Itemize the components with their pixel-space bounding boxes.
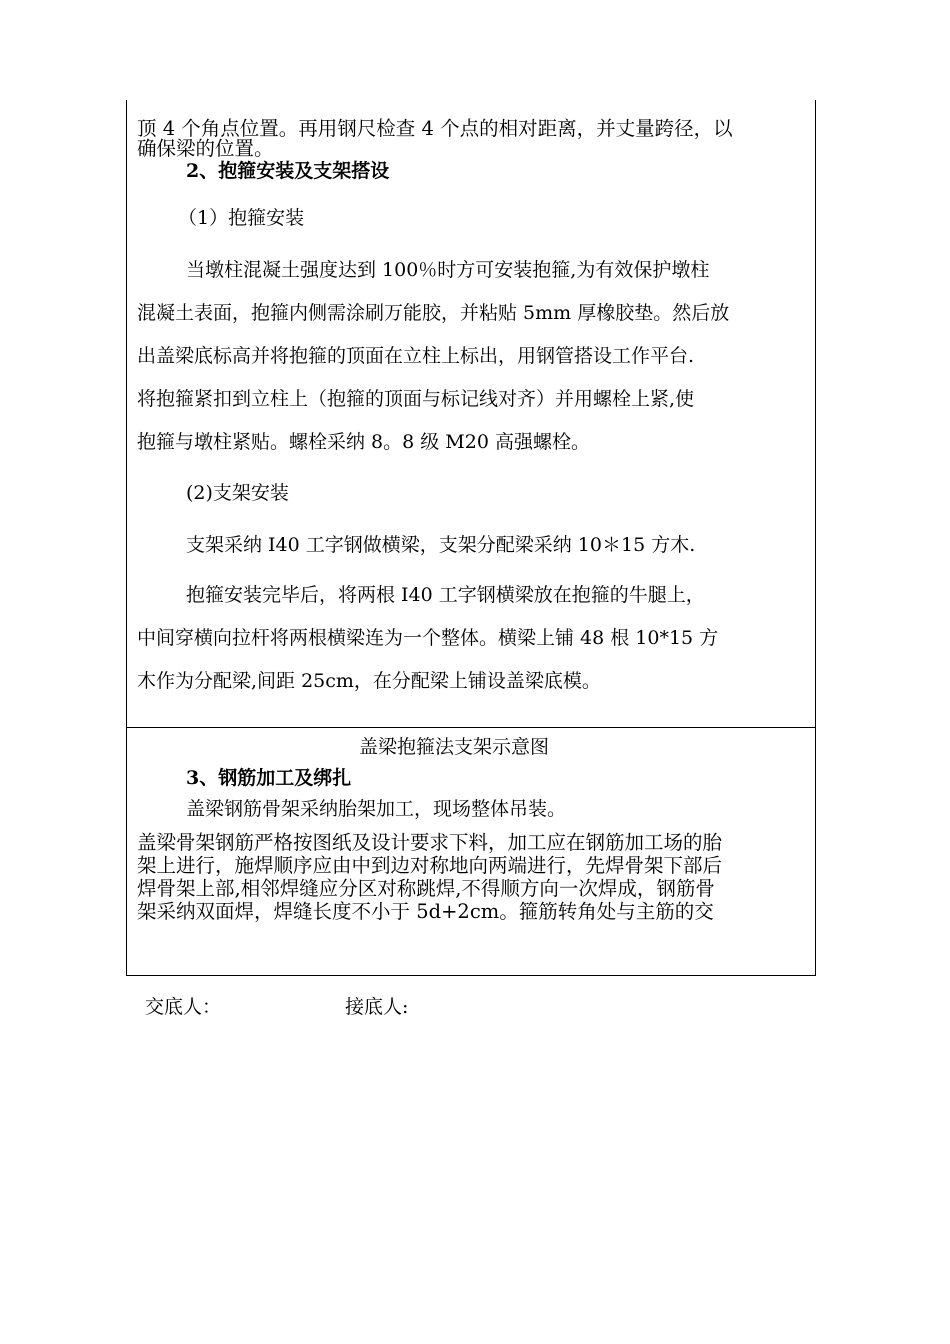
section2-subheading-1: （1）抱箍安装: [178, 207, 305, 229]
section3-para1: 盖梁钢筋骨架采纳胎架加工，现场整体吊装。: [186, 798, 567, 820]
section2-para1-line-5: 抱箍与墩柱紧贴。螺栓采纳 8。8 级 M20 高强螺栓。: [137, 431, 590, 453]
section2-para2: 支架采纳 I40 工字钢做横梁，支架分配梁采纳 10＊15 方木.: [186, 534, 696, 556]
section2-para1-line-4: 将抱箍紧扣到立柱上（抱箍的顶面与标记线对齐）并用螺栓上紧,使: [137, 388, 695, 410]
section1-line-2: 确保梁的位置。: [137, 137, 274, 160]
section3-para2-line-3: 焊骨架上部,相邻焊缝应分区对称跳焊,不得顺方向一次焊成，钢筋骨: [137, 877, 715, 900]
section3-para2-line-1: 盖梁骨架钢筋严格按图纸及设计要求下料，加工应在钢筋加工场的胎: [137, 831, 723, 854]
table-row-divider: [126, 727, 816, 728]
section2-para3-line-2: 中间穿横向拉杆将两根横梁连为一个整体。横梁上铺 48 根 10*15 方: [137, 627, 719, 649]
section1-line-1: 顶 4 个角点位置。再用钢尺检查 4 个点的相对距离，并丈量跨径，以: [137, 117, 733, 140]
section3-para2-line-4: 架采纳双面焊，焊缝长度不小于 5d+2cm。箍筋转角处与主筋的交: [137, 900, 714, 923]
section2-subheading-2: (2)支架安装: [186, 482, 289, 504]
section2-para1-line-3: 出盖梁底标高并将抱箍的顶面在立柱上标出，用钢管搭设工作平台.: [137, 345, 695, 367]
receiver-person-label: 接底人:: [345, 996, 409, 1018]
section3-para2-line-2: 架上进行，施焊顺序应由中到边对称地向两端进行，先焊骨架下部后: [137, 854, 723, 877]
handover-person-label: 交底人：: [145, 996, 222, 1018]
section2-para1-line-1: 当墩柱混凝土强度达到 100％时方可安装抱箍,为有效保护墩柱: [186, 259, 710, 281]
section2-heading: 2、抱箍安装及支架搭设: [186, 160, 390, 182]
section2-para3-line-3: 木作为分配梁,间距 25cm，在分配梁上铺设盖梁底模。: [137, 670, 601, 692]
section3-heading: 3、钢筋加工及绑扎: [186, 767, 352, 789]
figure-caption: 盖梁抱箍法支架示意图: [359, 736, 550, 758]
section2-para1-line-2: 混凝土表面，抱箍内侧需涂刷万能胶，并粘贴 5mm 厚橡胶垫。然后放: [137, 302, 730, 324]
section2-para3-line-1: 抱箍安装完毕后，将两根 I40 工字钢横梁放在抱箍的牛腿上，: [186, 584, 705, 606]
